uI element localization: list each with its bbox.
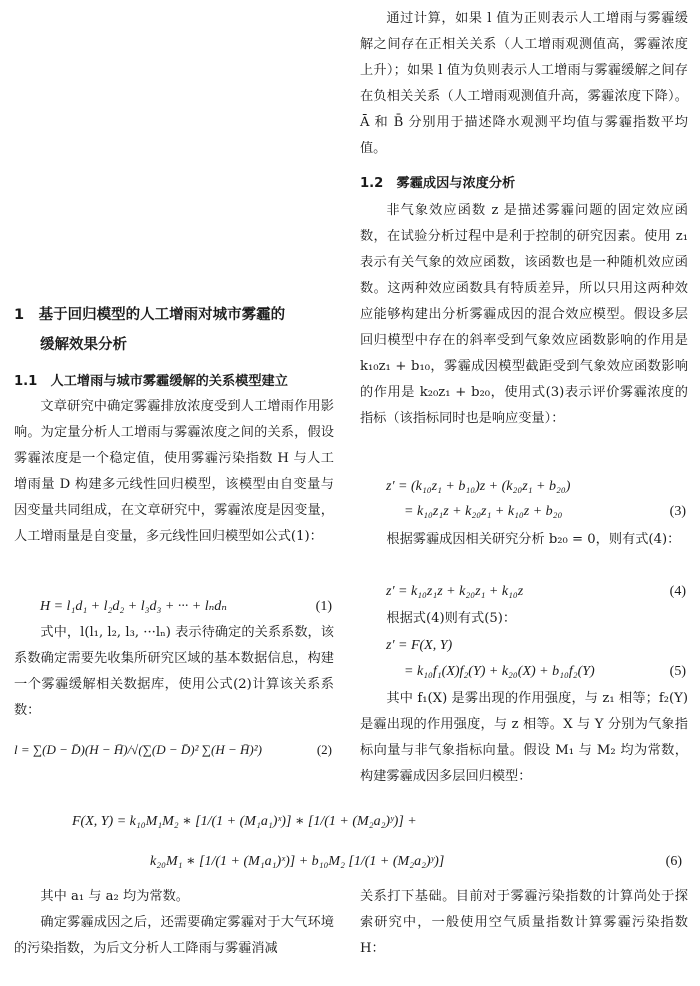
equation-5-line2 xyxy=(360,660,688,684)
equation-2 xyxy=(14,738,334,762)
equation-1-body: H = l₁d₁ + l₂d₂ + l₃d₃ + ··· + lₙdₙ xyxy=(40,599,227,614)
paragraph-aqi: 关系打下基础。目前对于雾霾污染指数的计算尚处于探索研究中，一般使用空气质量指数计算雾霾污染指数 H： xyxy=(360,889,688,956)
equation-4-number: (4) xyxy=(669,584,686,599)
subsection-heading-1-2: 1.2 雾霾成因与浓度分析 xyxy=(360,176,516,191)
equation-3-number: (3) xyxy=(669,504,686,519)
equation-4-body: z′ = k₁₀z₁z + k₂₀z₁ + k₁₀z xyxy=(386,584,524,599)
equation-3-line1 xyxy=(360,475,688,499)
paragraph-coefficient: 式中，l(l₁, l₂, l₃, ···lₙ) 表示待确定的关系系数，该系数确定需要先收集所研究区域的基本数据信息，构建一个雾霾缓解相关数据库，使用公式(2)计算该关系系数： xyxy=(14,625,334,718)
equation-3-line2-body: = k₁₀z₁z + k₂₀z₁ + k₁₀z + b₂₀ xyxy=(404,504,563,519)
paragraph-effect-functions: 非气象效应函数 z 是描述雾霾问题的固定效应函数，在试验分析过程中是利于控制的研究因素。使用 z₁ 表示有关气象的效应函数，该函数也是一种随机效应函数。这两种效应函数具有特质差异，所以只用这两种效应能够构建出分析雾霾成因的混合效应模型。假设多层回归模型中存在的斜率受到气象效应函数影响的作用是 k₁₀z₁ + b₁₀，雾霾成因模型截距受到气象效应函数影响的作用是 k₂₀z₁ + b₂₀，使用式(3)表示评价雾霾浓度的指标（该指标同时也是响应变量）： xyxy=(360,203,688,426)
paragraph-fog-haze-strength: 其中 f₁(X) 是雾出现的作用强度，与 z₁ 相等；f₂(Y) 是霾出现的作用强度，与 z 相等。X 与 Y 分别为气象指标向量与非气象指标向量。假设 M₁ 与 M₂ 均为常数，构建雾霾成因多层回归模型： xyxy=(360,691,688,784)
paragraph-pollution-index: 确定雾霾成因之后，还需要确定雾霾对于大气环境的污染指数，为后文分析人工降雨与雾霾消减 xyxy=(14,915,334,956)
paragraph-formula5-intro: 根据式(4)则有式(5)： xyxy=(386,611,517,626)
equation-5-line1 xyxy=(360,634,688,658)
paragraph-constants: 其中 a₁ 与 a₂ 均为常数。 xyxy=(40,889,189,904)
paragraph-model-intro: 文章研究中确定雾霾排放浓度受到人工增雨作用影响。为定量分析人工增雨与雾霾浓度之间的关系，假设雾霾浓度是一个稳定值，使用雾霾污染指数 H 与人工增雨量 D 构建多元线性回归模型，该模型由自变量与因变量共同组成，在文章研究中，雾霾浓度是因变量，人工增雨量是自变量，多元线性回归模型如公式(1)： xyxy=(14,399,334,544)
equation-5-line1-body: z′ = F(X, Y) xyxy=(386,638,453,653)
section-heading-line1: 1 基于回归模型的人工增雨对城市雾霾的 xyxy=(14,307,286,323)
section-heading-line2: 缓解效果分析 xyxy=(40,337,127,353)
equation-2-number: (2) xyxy=(316,742,332,757)
equation-4 xyxy=(360,580,688,604)
equation-1-number: (1) xyxy=(315,599,332,614)
equation-6-line2-body: k₂₀M₁ ∗ [1/(1 + (M₁a₁)ˣ)] + b₁₀M₂ [1/(1 + (M₂a₂)ʸ)] xyxy=(150,854,445,869)
paragraph-correlation: 通过计算，如果 l 值为正则表示人工增雨与雾霾缓解之间存在正相关关系（人工增雨观测值高，雾霾浓度上升）；如果 l 值为负则表示人工增雨与雾霾缓解之间存在负相关关系（人工增雨观测值升高，雾霾浓度下降）。Ā 和 B̄ 分别用于描述降水观测平均值与雾霾指数平均值。 xyxy=(360,11,688,156)
equation-3-line1-body: z′ = (k₁₀z₁ + b₁₀)z + (k₂₀z₁ + b₂₀) xyxy=(386,479,571,494)
equation-6-number: (6) xyxy=(665,854,682,869)
equation-6-line2 xyxy=(0,850,700,874)
equation-3-line2 xyxy=(360,500,688,524)
equation-5-line2-body: = k₁₀f₁(X)f₂(Y) + k₂₀(X) + b₁₀f₂(Y) xyxy=(404,664,595,679)
subsection-heading-1-1: 1.1 人工增雨与城市雾霾缓解的关系模型建立 xyxy=(14,374,288,389)
equation-5-number: (5) xyxy=(669,664,686,679)
equation-2-body: l = ∑(D − D̄)(H − H̄)/√(∑(D − D̄)² ∑(H − H̄)²) xyxy=(14,742,262,757)
paragraph-b20-zero: 根据雾霾成因相关研究分析 b₂₀ = 0，则有式(4)： xyxy=(386,532,681,547)
equation-6-line1-body: F(X, Y) = k₁₀M₁M₂ ∗ [1/(1 + (M₁a₁)ˣ)] ∗ [1/(1 + (M₂a₂)ʸ)] + xyxy=(72,814,417,829)
equation-6-line1 xyxy=(0,810,700,834)
equation-1 xyxy=(14,595,334,619)
